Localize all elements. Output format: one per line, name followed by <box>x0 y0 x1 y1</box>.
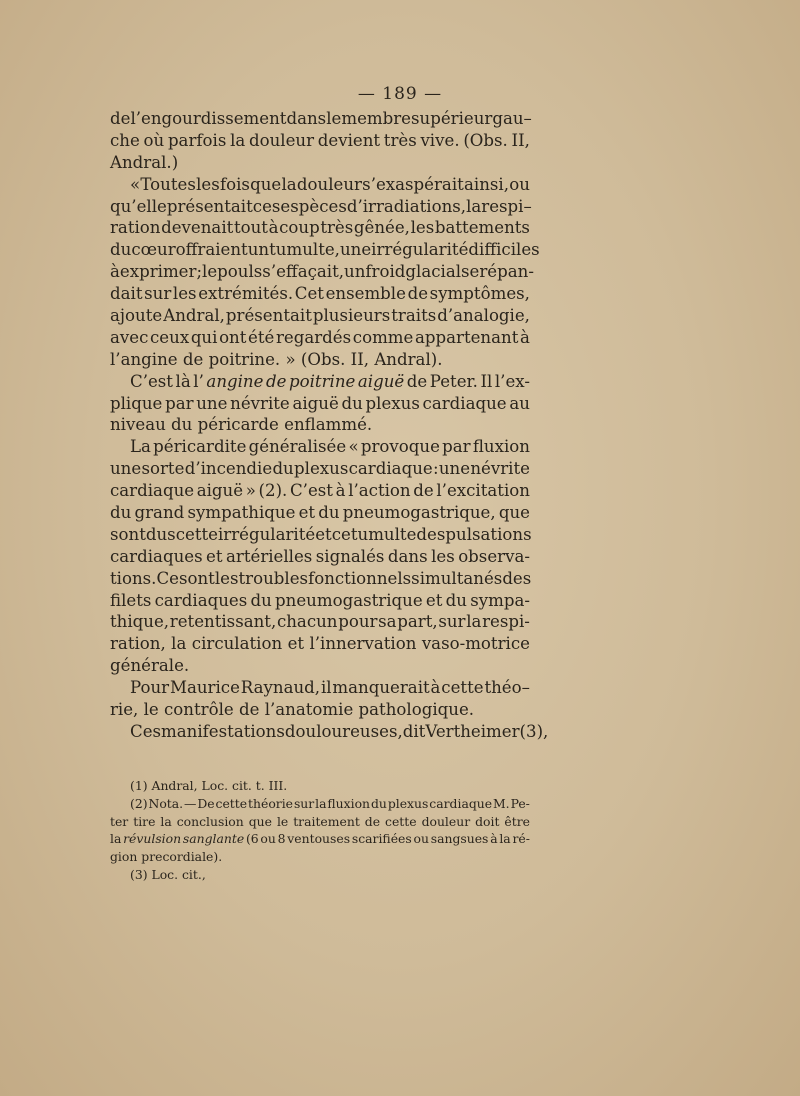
word: cœur <box>131 240 176 260</box>
word: du <box>445 590 467 610</box>
word: parfois <box>167 130 227 150</box>
word: la <box>160 813 172 829</box>
word: les <box>431 546 455 566</box>
word: symptômes, <box>429 284 530 304</box>
word: respi- <box>482 612 530 632</box>
word: espèces <box>280 196 347 216</box>
word: — <box>184 795 197 811</box>
word: Ce <box>156 568 179 588</box>
word: thique, <box>110 612 170 632</box>
word: ce <box>331 524 351 544</box>
word: l’innervation <box>309 634 417 654</box>
word: tout <box>233 218 268 238</box>
word: Pour <box>130 678 170 698</box>
word: tumulte <box>350 524 417 544</box>
text-line <box>110 239 540 261</box>
line-text: générale. <box>110 656 190 676</box>
text-line <box>110 371 530 393</box>
word: il <box>320 678 332 698</box>
line-text: gion precordiale). <box>110 849 223 865</box>
word: signalés <box>315 546 385 566</box>
word: une <box>196 393 228 413</box>
word: qui <box>190 327 218 347</box>
word: à <box>490 831 498 847</box>
word: : <box>432 459 439 479</box>
word: de <box>413 481 434 501</box>
word: à <box>268 218 279 238</box>
word: conclusion <box>176 813 244 829</box>
word: être <box>504 813 530 829</box>
word: avec <box>110 327 149 347</box>
word: ré- <box>512 831 530 847</box>
text-line <box>110 196 530 218</box>
word: et <box>298 503 316 523</box>
word: sympa- <box>470 590 530 610</box>
footnotes <box>110 777 530 884</box>
word: ration <box>110 218 161 238</box>
word: cardiaques <box>110 546 203 566</box>
word: sont <box>178 568 215 588</box>
word: vaso-motrice <box>421 634 530 654</box>
text-line <box>110 283 530 305</box>
word: (6 <box>245 831 259 847</box>
body-text <box>110 108 549 743</box>
word: sur <box>144 284 172 304</box>
word: II, <box>511 130 530 150</box>
word: gau– <box>492 109 532 128</box>
word: irrégularité <box>217 524 316 544</box>
word: (2). <box>258 481 288 501</box>
word: dans <box>387 546 428 566</box>
word: devenait <box>161 218 234 238</box>
text-line <box>110 174 530 196</box>
word: membre <box>341 109 411 128</box>
word: l’action <box>348 481 411 501</box>
word: cardiaque <box>348 459 433 479</box>
word: et <box>206 546 223 566</box>
word: respi– <box>481 196 532 216</box>
word: du <box>110 240 132 260</box>
word: de <box>110 109 131 128</box>
page-number: — 189 — <box>357 84 443 104</box>
word: ter <box>110 813 129 829</box>
word: aiguë <box>292 393 339 413</box>
word: chacun <box>276 612 338 632</box>
word: névrite <box>470 459 530 479</box>
word: la <box>315 795 327 811</box>
word: s’exaspérait <box>362 174 464 194</box>
word: présentait <box>225 306 312 326</box>
word: provoque <box>360 437 440 457</box>
word: battements <box>434 218 530 238</box>
word: Toutes <box>140 174 196 194</box>
word: ainsi, <box>464 174 510 194</box>
word: De <box>197 795 215 811</box>
word: ensemble <box>325 284 406 304</box>
text-line <box>110 568 530 590</box>
word: la <box>171 634 187 654</box>
word: troubles <box>238 568 309 588</box>
word: supérieur <box>411 109 493 128</box>
word: circulation <box>191 634 283 654</box>
line-text: (3) Loc. cit., <box>130 866 206 882</box>
word: répan- <box>479 262 534 282</box>
text-line <box>110 414 530 436</box>
text-line <box>110 633 530 655</box>
word: douleur <box>296 174 362 194</box>
word: théo– <box>484 678 530 698</box>
word: tumulte, <box>269 240 340 260</box>
word: névrite <box>230 393 290 413</box>
word: sangsues <box>430 831 489 847</box>
word: et <box>315 524 332 544</box>
word: fois <box>219 174 250 194</box>
word: traits <box>391 306 437 326</box>
word: fluxion <box>472 437 530 457</box>
text-line <box>110 546 530 568</box>
word: de <box>266 371 287 391</box>
word: » <box>245 481 256 501</box>
word: extrémités. <box>198 284 294 304</box>
word: à <box>430 678 441 698</box>
word: ou <box>509 174 530 194</box>
word: C’est <box>289 481 333 501</box>
word: gênée, <box>353 218 410 238</box>
word: pulsations <box>445 524 532 544</box>
word: appartenant <box>414 327 519 347</box>
word: ceux <box>150 327 190 347</box>
word: exprimer <box>119 262 197 282</box>
word: C’est <box>130 371 173 391</box>
word: douleur <box>421 813 471 829</box>
word: où <box>143 130 165 150</box>
word: péricardite <box>153 437 247 457</box>
word: douloureuses, <box>284 721 403 741</box>
word: à <box>110 262 120 282</box>
text-line <box>110 524 530 546</box>
word: sanglante <box>182 831 245 847</box>
word: sorte <box>141 459 185 479</box>
word: Il <box>480 371 493 391</box>
word: retentissant, <box>169 612 277 632</box>
text-line <box>110 590 530 612</box>
word: che <box>110 130 140 150</box>
word: difficiles <box>468 240 540 260</box>
word: au <box>509 393 530 413</box>
word: la <box>499 831 511 847</box>
word: grand <box>134 503 185 523</box>
word: sont <box>110 524 146 544</box>
word: une <box>438 459 471 479</box>
word: ration, <box>110 634 166 654</box>
line-text: Andral.) <box>110 152 179 172</box>
word: présentait <box>166 196 253 216</box>
word: la <box>110 831 122 847</box>
word: d’incendie <box>184 459 273 479</box>
text-line <box>110 130 530 152</box>
word: cette <box>175 524 218 544</box>
word: froid <box>365 262 406 282</box>
word: glacial <box>405 262 462 282</box>
word: à <box>335 481 346 501</box>
word: observa- <box>458 546 530 566</box>
word: théorie <box>248 795 294 811</box>
word: fonctionnels <box>308 568 412 588</box>
word: Peter. <box>429 371 478 391</box>
word: du <box>110 503 132 523</box>
word: Vertheimer(3), <box>425 721 549 741</box>
word: là <box>175 371 191 391</box>
word: de <box>407 284 429 304</box>
line-text: niveau du péricarde enflammé. <box>110 415 373 435</box>
footnote-line <box>110 795 530 813</box>
word: ajoute <box>110 306 163 326</box>
text-line <box>110 436 530 458</box>
word: des <box>502 568 532 588</box>
word: le <box>326 109 342 128</box>
text-line <box>110 655 530 677</box>
word: de <box>364 813 381 829</box>
word: doit <box>475 813 500 829</box>
word: dit <box>402 721 426 741</box>
word: d’irradiations, <box>346 196 467 216</box>
word: aiguë <box>196 481 244 501</box>
word: Andral, <box>163 306 225 326</box>
word: coup <box>279 218 320 238</box>
word: (2) <box>130 795 148 811</box>
word: le <box>276 813 289 829</box>
word: les <box>214 568 239 588</box>
word: Pe- <box>510 795 530 811</box>
word: (Obs. <box>463 130 508 150</box>
word: comme <box>352 327 414 347</box>
word: à <box>520 327 530 347</box>
word: irrégularité <box>371 240 469 260</box>
word: cette <box>441 678 484 698</box>
word: du <box>370 795 387 811</box>
word: la <box>281 174 297 194</box>
word: pouls <box>217 262 263 282</box>
word: ; <box>196 262 203 282</box>
word: les <box>196 174 220 194</box>
text-line <box>110 458 530 480</box>
word: Nota. <box>148 795 184 811</box>
word: Ces <box>130 721 162 741</box>
word: l’excitation <box>436 481 530 501</box>
text-line <box>110 305 530 327</box>
word: par <box>442 437 471 457</box>
word: ces <box>252 196 281 216</box>
word: plexus <box>387 795 429 811</box>
word: cette <box>215 795 248 811</box>
word: sympathique <box>187 503 296 523</box>
text-line <box>110 217 530 239</box>
word: que <box>248 813 272 829</box>
word: cardiaque <box>422 393 507 413</box>
word: douleur <box>248 130 315 150</box>
text-line <box>110 108 530 130</box>
text-line <box>110 611 530 633</box>
word: « <box>348 437 359 457</box>
word: simultanés <box>411 568 503 588</box>
word: généralisée <box>248 437 347 457</box>
word: plexus <box>365 393 420 413</box>
word: dait <box>110 284 143 304</box>
line-text: (1) Andral, Loc. cit. t. III. <box>130 778 288 793</box>
word: cardiaque <box>110 481 195 501</box>
text-line <box>110 327 530 349</box>
word: qu’elle <box>110 196 167 216</box>
word: l’engourdissement <box>130 109 287 128</box>
word: la <box>230 130 246 150</box>
word: tire <box>133 813 156 829</box>
word: des <box>416 524 446 544</box>
word: regardés <box>275 327 352 347</box>
word: pour <box>338 612 378 632</box>
word: l’ <box>193 371 204 391</box>
text-line <box>110 677 530 699</box>
word: traitement <box>293 813 360 829</box>
word: se <box>461 262 480 282</box>
word: que <box>498 503 530 523</box>
word: et <box>287 634 305 654</box>
word: Maurice <box>169 678 240 698</box>
word: pneumogastrique <box>275 590 423 610</box>
word: pneumogastrique, <box>342 503 496 523</box>
word: angine <box>206 371 264 391</box>
word: artérielles <box>226 546 313 566</box>
word: scarifiées <box>351 831 412 847</box>
word: plexus <box>294 459 349 479</box>
word: la <box>466 612 482 632</box>
text-line <box>110 393 530 415</box>
word: une <box>110 459 142 479</box>
word: ont <box>219 327 247 347</box>
word: cardiaque <box>429 795 493 811</box>
word: manifestations <box>161 721 285 741</box>
word: Raynaud, <box>240 678 321 698</box>
line-text: l’angine de poitrine. » (Obs. II, Andral). <box>110 349 443 369</box>
word: sa <box>378 612 397 632</box>
word: plique <box>110 393 163 413</box>
text-line <box>110 480 530 502</box>
footnote-line <box>110 848 530 866</box>
word: offraient <box>175 240 248 260</box>
text-line <box>110 152 530 174</box>
word: par <box>165 393 194 413</box>
text-line <box>110 721 549 743</box>
word: dus <box>145 524 176 544</box>
word: tions. <box>110 568 157 588</box>
word: un <box>344 262 366 282</box>
word: poitrine <box>289 371 356 391</box>
text-line <box>110 699 530 721</box>
word: aiguë <box>357 371 405 391</box>
text-line <box>110 261 534 283</box>
word: et <box>425 590 443 610</box>
word: un <box>247 240 270 260</box>
word: ou <box>260 831 276 847</box>
word: sur <box>438 612 466 632</box>
word: du <box>272 459 294 479</box>
word: s’effaçait, <box>262 262 345 282</box>
word: Cet <box>294 284 324 304</box>
word: manquerait <box>332 678 430 698</box>
word: devient <box>317 130 381 150</box>
word: M. <box>493 795 510 811</box>
word: que <box>250 174 282 194</box>
word: plusieurs <box>312 306 391 326</box>
word: part, <box>397 612 438 632</box>
word: la <box>466 196 482 216</box>
word: cardiaques <box>154 590 248 610</box>
word: du <box>250 590 272 610</box>
word: filets <box>110 590 152 610</box>
word: de <box>406 371 428 391</box>
word: fluxion <box>327 795 371 811</box>
word: ou <box>413 831 429 847</box>
word: 8 <box>277 831 286 847</box>
word: dans <box>286 109 327 128</box>
word: très <box>320 218 354 238</box>
word: « <box>130 174 141 194</box>
word: très <box>383 130 417 150</box>
text-line <box>110 349 530 371</box>
word: une <box>339 240 372 260</box>
word: du <box>341 393 363 413</box>
word: La <box>130 437 151 457</box>
word: les <box>410 218 435 238</box>
word: les <box>172 284 197 304</box>
word: l’ex- <box>494 371 530 391</box>
text-line <box>110 502 530 524</box>
word: vive. <box>420 130 460 150</box>
word: du <box>318 503 340 523</box>
word: cette <box>385 813 417 829</box>
word: le <box>202 262 218 282</box>
word: ventouses <box>287 831 351 847</box>
footnote-line <box>110 866 530 884</box>
footnote-line <box>110 777 530 795</box>
footnote-line <box>110 830 530 848</box>
line-text: rie, le contrôle de l’anatomie pathologique. <box>110 700 475 720</box>
word: été <box>248 327 275 347</box>
word: révulsion <box>123 831 182 847</box>
footnote-line <box>110 813 530 831</box>
word: d’analogie, <box>437 306 530 326</box>
word: sur <box>293 795 315 811</box>
